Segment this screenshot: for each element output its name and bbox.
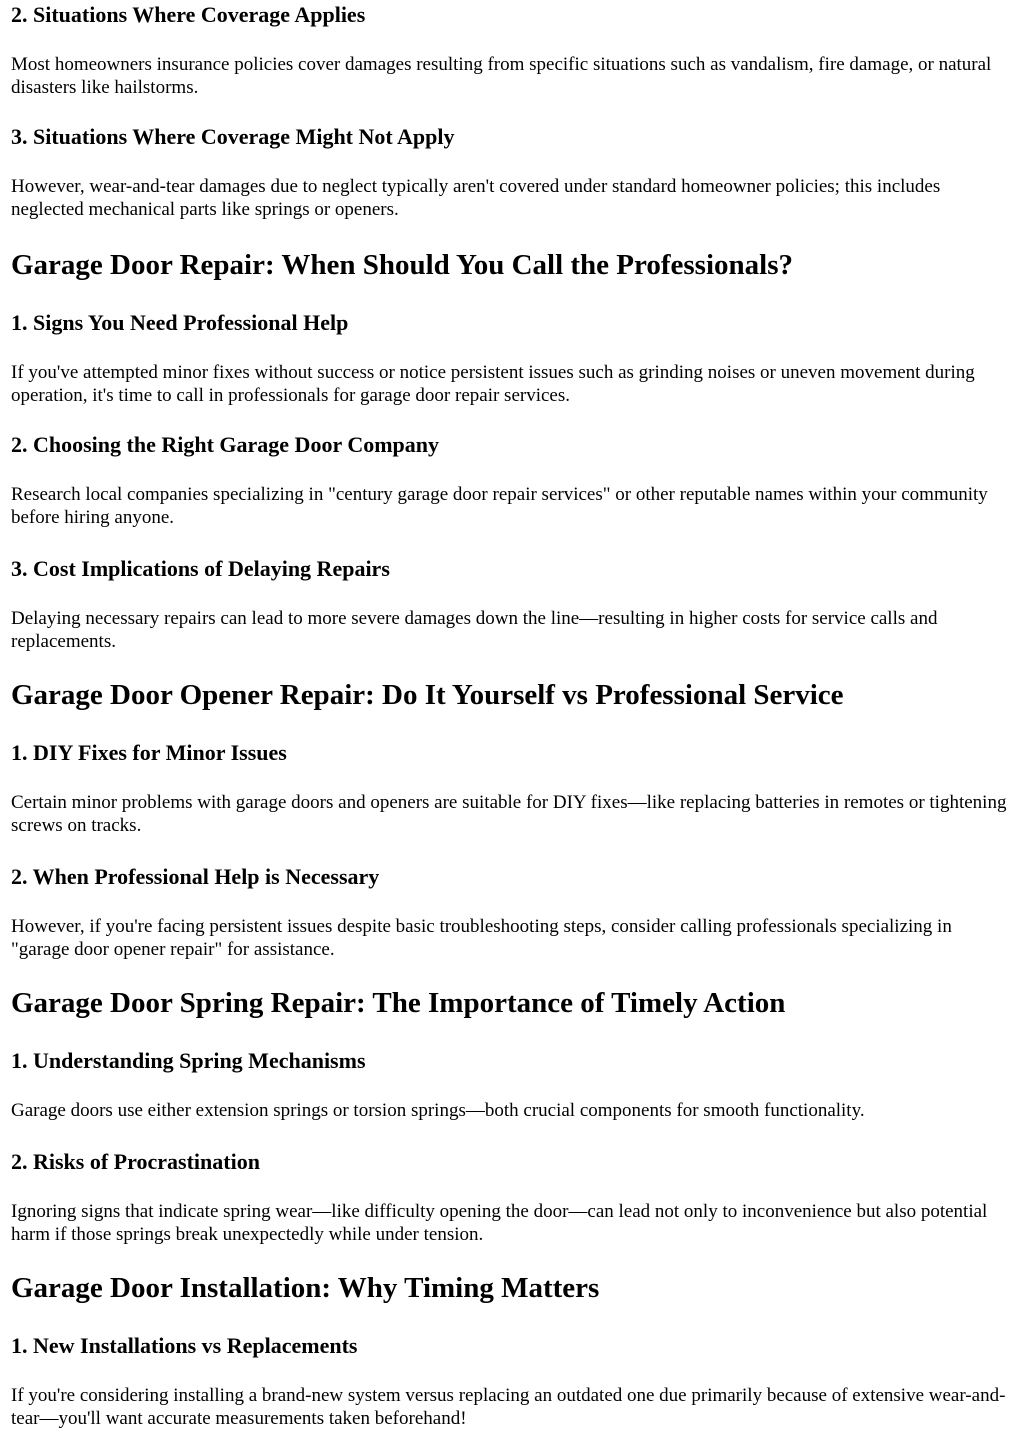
paragraph-risks-procrastination: Ignoring signs that indicate spring wear—like difficulty opening the door—can lead not only to inconvenience but also potential harm if those springs break unexpectedly while under tension.: [11, 1201, 988, 1245]
section-heading-diy-fixes: 1. DIY Fixes for Minor Issues: [11, 740, 287, 765]
heading-when-call-professionals: Garage Door Repair: When Should You Call the Professionals?: [11, 249, 793, 281]
section-heading-new-vs-replacements: 1. New Installations vs Replacements: [11, 1333, 358, 1358]
section-heading-risks-procrastination: 2. Risks of Procrastination: [11, 1149, 260, 1174]
heading-spring-repair: Garage Door Spring Repair: The Importance of Timely Action: [11, 987, 786, 1019]
section-heading-cost-delaying: 3. Cost Implications of Delaying Repairs: [11, 556, 390, 581]
heading-opener-repair: Garage Door Opener Repair: Do It Yourself vs Professional Service: [11, 679, 844, 711]
paragraph-cost-delaying: Delaying necessary repairs can lead to more severe damages down the line—resulting in higher costs for service calls and replacements.: [11, 608, 938, 652]
paragraph-new-vs-replacements: If you're considering installing a brand-new system versus replacing an outdated one due primarily because of extensive wear-and-tear—you'll want accurate measurements taken beforehand!: [11, 1385, 1006, 1429]
section-heading-professional-necessary: 2. When Professional Help is Necessary: [11, 864, 380, 889]
section-heading-signs-professional-help: 1. Signs You Need Professional Help: [11, 310, 349, 335]
paragraph-coverage-not-apply: However, wear-and-tear damages due to neglect typically aren't covered under standard homeowner policies; this includes neglected mechanical parts like springs or openers.: [11, 176, 941, 220]
paragraph-spring-mechanisms: Garage doors use either extension springs or torsion springs—both crucial components for smooth functionality.: [11, 1100, 865, 1121]
paragraph-signs-professional-help: If you've attempted minor fixes without success or notice persistent issues such as grinding noises or uneven movement during operation, it's time to call in professionals for garage door repair services.: [11, 362, 975, 406]
paragraph-professional-necessary: However, if you're facing persistent issues despite basic troubleshooting steps, consider calling professionals specializing in "garage door opener repair" for assistance.: [11, 916, 952, 960]
section-heading-spring-mechanisms: 1. Understanding Spring Mechanisms: [11, 1048, 366, 1073]
heading-installation-timing: Garage Door Installation: Why Timing Matters: [11, 1272, 600, 1304]
section-heading-coverage-not-apply: 3. Situations Where Coverage Might Not Apply: [11, 124, 455, 149]
paragraph-diy-fixes: Certain minor problems with garage doors and openers are suitable for DIY fixes—like replacing batteries in remotes or tightening screws on tracks.: [11, 792, 1007, 836]
section-heading-coverage-applies: 2. Situations Where Coverage Applies: [11, 2, 366, 27]
section-heading-choosing-company: 2. Choosing the Right Garage Door Company: [11, 432, 440, 457]
paragraph-coverage-applies: Most homeowners insurance policies cover damages resulting from specific situations such as vandalism, fire damage, or natural disasters like hailstorms.: [11, 54, 992, 98]
paragraph-choosing-company: Research local companies specializing in "century garage door repair services" or other reputable names within your community before hiring anyone.: [11, 484, 988, 528]
